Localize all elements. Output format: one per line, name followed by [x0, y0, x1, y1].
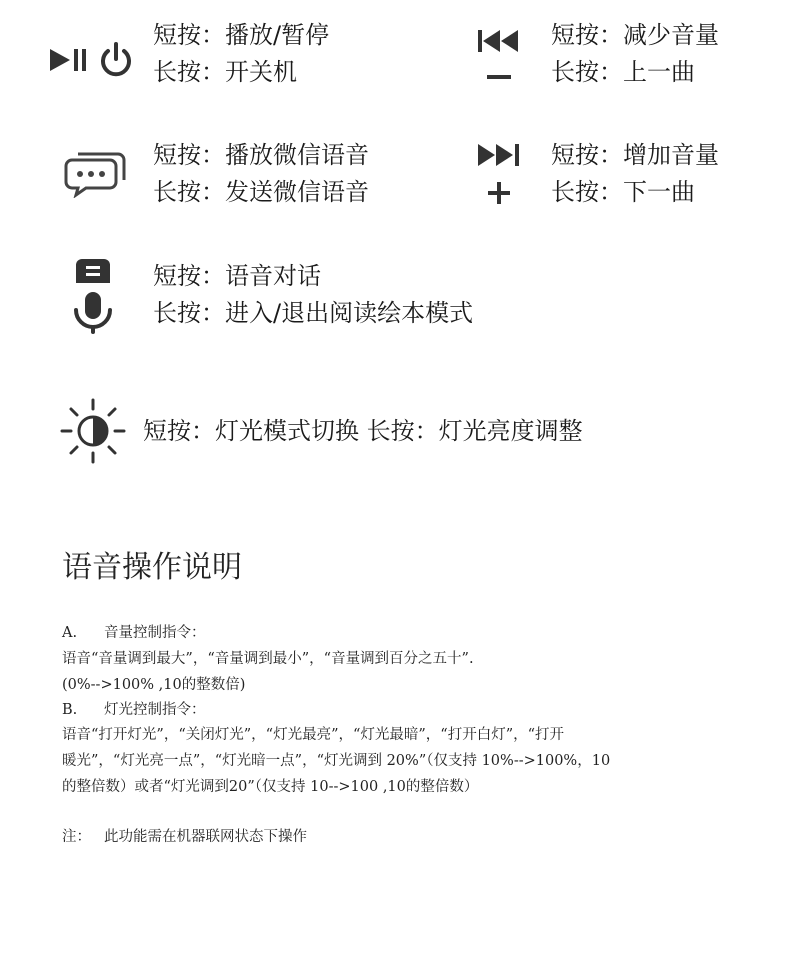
microphone-icon — [72, 290, 114, 334]
minus-icon — [485, 72, 513, 82]
section-title: 语音操作说明 — [62, 550, 242, 585]
instruction-a-label: A. — [62, 625, 78, 641]
plus-icon — [486, 180, 512, 206]
fast-forward-icon — [478, 142, 520, 168]
instruction-a-text: 语音“音量调到最大”，“音量调到最小”，“音量调到百分之五十”. — [62, 651, 474, 667]
talk-button-icon — [74, 257, 112, 285]
button-desc-3-short: 短按：播放微信语音 — [153, 141, 369, 169]
button-desc-2-short: 短按：减少音量 — [551, 21, 719, 49]
button-desc-5-short: 短按：语音对话 — [153, 262, 321, 290]
play-pause-icon — [50, 44, 94, 76]
instruction-a-title: 音量控制指令： — [104, 625, 206, 641]
instruction-b-text-line3: 的整倍数）或者“灯光调到20”（仅支持 10-->100 ,10的整倍数） — [62, 779, 479, 795]
button-desc-4-long: 长按：下一曲 — [551, 178, 695, 206]
button-desc-1-short: 短按：播放/暂停 — [153, 21, 330, 49]
chat-bubbles-icon — [64, 148, 130, 198]
instruction-b-text-line2: 暖光”，“灯光亮一点”，“灯光暗一点”，“灯光调到 20%”（仅支持 10%-->100%，10 — [62, 753, 611, 769]
button-desc-5-long: 长按：进入/退出阅读绘本模式 — [153, 299, 474, 327]
light-mode-desc: 短按：灯光模式切换 长按：灯光亮度调整 — [143, 417, 583, 445]
instruction-a-note: (0%-->100% ,10的整数倍) — [62, 677, 246, 693]
light-mode-icon — [60, 398, 126, 464]
power-icon — [96, 40, 136, 80]
instruction-b-text-line1: 语音“打开灯光”，“关闭灯光”，“灯光最亮”，“灯光最暗”，“打开白灯”，“打开 — [62, 727, 565, 743]
button-desc-1-long: 长按：开关机 — [153, 58, 297, 86]
note-label: 注： — [62, 829, 91, 845]
instruction-b-label: B. — [62, 702, 78, 718]
button-desc-2-long: 长按：上一曲 — [551, 58, 695, 86]
rewind-icon — [478, 28, 520, 54]
button-desc-3-long: 长按：发送微信语音 — [153, 178, 369, 206]
button-desc-4-short: 短按：增加音量 — [551, 141, 719, 169]
instruction-b-title: 灯光控制指令： — [104, 702, 206, 718]
note-text: 此功能需在机器联网状态下操作 — [104, 829, 307, 845]
